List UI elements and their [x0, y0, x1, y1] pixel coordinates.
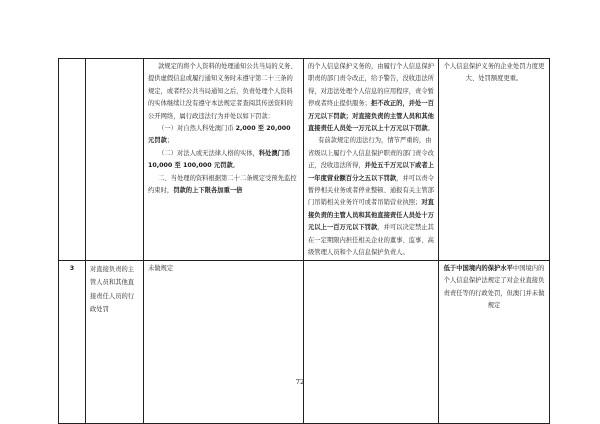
china-law-text: 的个人信息保护义务的，由履行个人信息保护职责的部门责令改正，给予警告，没收违法所得，对违法处理个人信息的应用程序，责令暂停或者终止提供服务；拒不改正的，并处一百万元以下罚款；对直接负责的主管人员和其他直接责任人员处一万元以上十万元以下罚款。 [308, 63, 434, 133]
comparison-cell: 低于中国境内的保护水平中国境内的个人信息保护法规定了对企业直接负责责任等的行政处罚，但澳门并未做规定 [439, 260, 550, 423]
macau-paragraph-2: 二、当处理的资料根据第二十二条规定受预先监控约束时，罚款的上下限各加重一倍 [148, 174, 297, 195]
subject-cell [86, 59, 144, 261]
row-number-cell: 3 [59, 260, 86, 423]
macau-paragraph: 款规定的将个人资料的处理通知公共当局的义务、提供虚假信息或履行通知义务时未遵守第二十三条的规定，或者经公共当局通知之后，负责处理个人资料的实体继续让没有遵守本法规定者查阅其传送资料的公开网络，属行政违法行为并处以如下罚款： [148, 63, 297, 120]
macau-item-2: （二）对法人或无法律人格的实体，科处澳门币 10,000 至 100,000 元罚款。 [148, 149, 291, 170]
table-row [59, 59, 550, 261]
macau-law-cell: 未做规定 [144, 260, 304, 423]
row-number-cell [59, 59, 86, 261]
table-row [59, 260, 550, 423]
china-law-text-2: 有前款规定的违法行为，情节严重的，由省级以上履行个人信息保护职责的部门责令改正，没收违法所得，并处五千万元以下或者上一年度营业额百分之五以下罚款，并可以责令暂停相关业务或者停业整顿、通报有关主管部门吊销相关业务许可或者吊销营业执照；对直接负责的主管人员和其他直接责任人员处十万元以上一百万元以下罚款，并可以决定禁止其在一定期限内担任相关企业的董事、监事、高级管理人员和个人信息保护负责人。 [308, 137, 434, 257]
subject-cell: 对直接负责的主管人员和其他直接责任人员的行政处罚 [86, 260, 144, 423]
page-number: 72 [295, 378, 305, 386]
china-law-cell-continued [304, 260, 439, 423]
macau-law-cell [144, 59, 304, 261]
comparison-table [58, 58, 550, 424]
china-law-cell [304, 59, 439, 261]
macau-item-1: （一）对自然人科处澳门币 2,000 至 20,000 元罚款； [148, 125, 291, 145]
comparison-cell: 个人信息保护义务的企业处罚力度更大、处罚额度更重。 [439, 59, 550, 261]
